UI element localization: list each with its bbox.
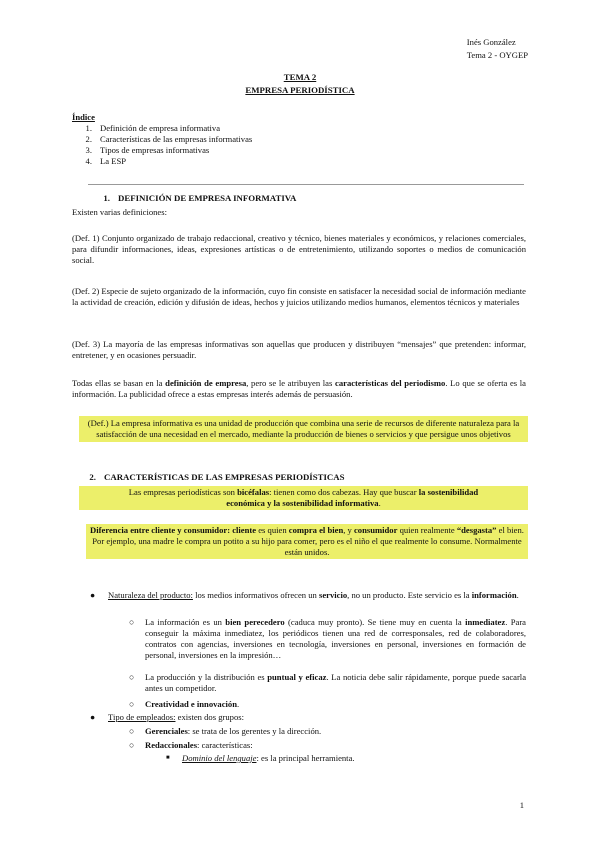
circle-bullet-icon: ○ <box>129 726 135 736</box>
text-run: (caduca muy pronto). Se tiene muy en cuenta la <box>284 617 466 627</box>
list-item <box>129 740 526 751</box>
index-item-number: 1. <box>85 123 92 133</box>
list-item-label: Dominio del lenguaje <box>182 753 257 763</box>
list-item-text <box>145 699 526 710</box>
bold-term: puntual y eficaz <box>267 672 327 682</box>
bold-term: inmediatez <box>465 617 506 627</box>
page-header <box>467 36 528 62</box>
index-item-number: 2. <box>85 134 92 144</box>
list-item <box>166 753 526 764</box>
index-item-label: La ESP <box>100 156 127 166</box>
bold-term: Gerenciales <box>145 726 188 736</box>
text-run: , pero se le atribuyen las <box>246 378 336 388</box>
list-item-text <box>182 753 526 764</box>
list-item-text <box>145 726 526 737</box>
text-run: , no un producto. Este servicio es la <box>347 590 472 600</box>
horizontal-rule <box>88 184 524 185</box>
list-item <box>90 712 526 723</box>
text-run: : tienen como dos cabezas. Hay que buscar <box>269 487 419 497</box>
square-bullet-icon: ■ <box>166 755 170 761</box>
header-subtitle: Tema 2 - OYGEP <box>466 49 528 60</box>
header-author: Inés González <box>466 37 516 47</box>
section-1-summary <box>72 378 526 400</box>
text-run: . Para conseguir la máxima inmediatez, los periódicos tienen una red de corresponsales, red de colaboradores, contratos con agencias, inversiones en tecnología, inversiones en personal, inversiones en formación de personal, inversiones en la impresión… <box>145 617 526 660</box>
list-item-text <box>145 740 526 751</box>
client-consumer-highlight <box>86 524 528 559</box>
text-run: : es la principal herramienta. <box>256 753 355 763</box>
list-item-label: Tipo de empleados: <box>108 712 176 722</box>
index-item-number: 3. <box>85 145 92 155</box>
definition-highlight: (Def.) La empresa informativa es una unidad de producción que combina una serie de recursos de diferente naturaleza para la satisfacción de una necesidad en el mercado, mediante la producción de bienes o servicios y que persigue unos objetivos <box>79 416 528 442</box>
section-number: 1. <box>103 193 110 203</box>
circle-bullet-icon: ○ <box>129 740 135 750</box>
bold-term: cliente <box>232 525 257 535</box>
list-item <box>129 672 526 694</box>
bold-term: Creatividad e innovación <box>145 699 237 709</box>
text-run: La producción y la distribución es <box>145 672 268 682</box>
bold-term: información <box>471 590 517 600</box>
bold-term: servicio <box>318 590 348 600</box>
title-line-2: EMPRESA PERIODÍSTICA <box>245 85 355 95</box>
text-run: . <box>237 699 240 709</box>
bold-term: definición de empresa <box>165 378 247 388</box>
list-item <box>129 726 526 737</box>
definition-3: (Def. 3) La mayoría de las empresas informativas son aquellas que producen y distribuyen “mensajes” que pretenden: informar, entretener, y en ocasiones persuadir. <box>72 339 526 360</box>
bold-term: bien perecedero <box>225 617 285 627</box>
text-run: . <box>516 590 519 600</box>
circle-bullet-icon: ○ <box>129 617 135 627</box>
text-run: . Lo que se oferta es la información. La publicidad ofrece a estas empresas interés además de persuasión. <box>72 378 526 399</box>
index-item[interactable] <box>72 123 526 134</box>
text-run: : se trata de los gerentes y la dirección. <box>187 726 322 736</box>
text-run: existen dos grupos: <box>175 712 244 722</box>
text-run: . <box>378 498 381 508</box>
bicephalous-highlight <box>79 486 528 510</box>
index-item-number: 4. <box>85 156 92 166</box>
index-item[interactable] <box>72 145 526 156</box>
section-number: 2. <box>89 472 96 482</box>
list-item-text <box>145 617 526 661</box>
index-block <box>72 112 526 167</box>
section-title: CARACTERÍSTICAS DE LAS EMPRESAS PERIODÍSTICAS <box>104 472 345 482</box>
text-run: quien realmente <box>397 525 457 535</box>
definition-2: (Def. 2) Especie de sujeto organizado de la información, cuyo fin consiste en satisfacer la necesidad social de información mediante la actividad de creación, edición y difusión de ideas, hechos y juicios utilizando medios humanos, elementos técnicos y materiales <box>72 286 526 307</box>
page-number: 1 <box>519 800 524 810</box>
title-line-1: TEMA 2 <box>283 72 317 82</box>
text-run: el bien. Por ejemplo, una madre le compra un potito a su hijo para comer, pero es el niño el que realmente lo consume. Normalmente están unidos. <box>92 525 524 557</box>
text-run: Las empresas periodísticas son <box>128 487 238 497</box>
text-run: , y <box>343 525 354 535</box>
text-run: es quien <box>256 525 289 535</box>
circle-bullet-icon: ○ <box>129 699 135 709</box>
bold-term: compra el bien <box>288 525 344 535</box>
text-run: . La noticia debe salir rápidamente, porque puede sacarla antes un competidor. <box>145 672 527 693</box>
index-item[interactable] <box>72 156 526 167</box>
text-run: La información es un <box>145 617 226 627</box>
section-title: DEFINICIÓN DE EMPRESA INFORMATIVA <box>118 193 297 203</box>
list-item-text <box>108 712 526 723</box>
bold-term: : <box>227 525 233 535</box>
index-item-label: Definición de empresa informativa <box>100 123 221 133</box>
index-item-label: Tipos de empresas informativas <box>100 145 210 155</box>
list-item <box>129 699 526 710</box>
text-run: Todas ellas se basan en la <box>72 378 166 388</box>
circle-bullet-icon: ○ <box>129 672 135 682</box>
bold-term: Diferencia entre cliente y consumidor <box>90 525 228 535</box>
section-2-heading <box>58 472 512 483</box>
text-run: los medios informativos ofrecen un <box>192 590 319 600</box>
index-item-label: Características de las empresas informativas <box>100 134 253 144</box>
bold-term: Redaccionales <box>145 740 198 750</box>
bullet-icon: ● <box>90 590 96 600</box>
index-item[interactable] <box>72 134 526 145</box>
list-item <box>129 617 526 661</box>
bold-term: bicéfalas <box>237 487 270 497</box>
bold-term: “desgasta” <box>456 525 497 535</box>
text-run: : características: <box>197 740 253 750</box>
bold-term: la sostenibilidad económica y la sostenibilidad informativa <box>226 487 479 508</box>
list-item-text <box>108 590 526 601</box>
index-list <box>72 123 526 167</box>
list-item <box>90 590 526 601</box>
definition-1: (Def. 1) Conjunto organizado de trabajo redaccional, creativo y técnico, bienes materiales y económicos, y relaciones comerciales, para difundir informaciones, ideas, expresiones artísticas o de entretenimiento, utilizando soportes o medios de comunicación social. <box>72 233 526 265</box>
bold-term: características del periodismo <box>335 378 446 388</box>
index-title: Índice <box>72 112 95 122</box>
bold-term: consumidor <box>353 525 398 535</box>
bullet-icon: ● <box>90 712 96 722</box>
section-1-intro: Existen varias definiciones: <box>72 207 167 217</box>
section-1-heading <box>72 193 526 204</box>
list-item-label: Naturaleza del producto: <box>108 590 193 600</box>
list-item-text <box>145 672 526 694</box>
